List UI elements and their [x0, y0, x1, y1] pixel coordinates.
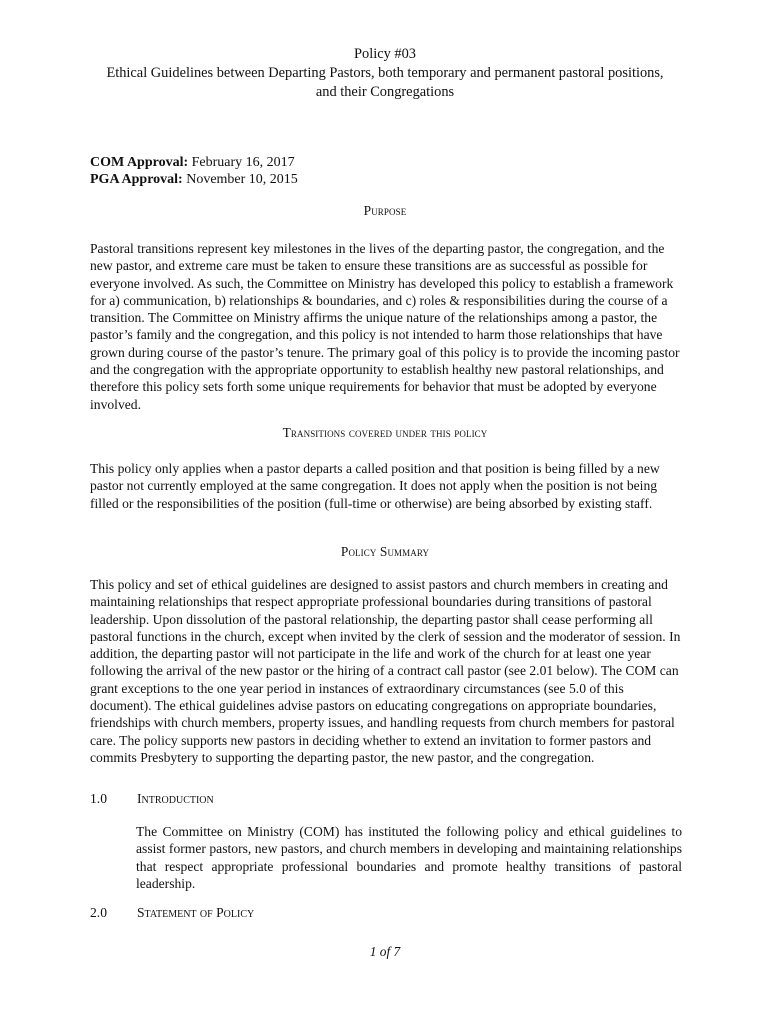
purpose-heading: Purpose [363, 203, 407, 218]
com-approval-row [90, 154, 298, 171]
section-title: Statement of Policy [137, 905, 255, 920]
section-title: Introduction [137, 791, 214, 806]
approval-dates [90, 154, 298, 188]
introduction-paragraph: The Committee on Ministry (COM) has instituted the following policy and ethical guidelines to assist former pastors, new pastors, and church members in developing and maintaining relationships that respect appropriate professional boundaries and promote healthy transitions of pastoral leadership. [136, 824, 682, 891]
section-number: 2.0 [90, 905, 107, 920]
title-line: and their Congregations [315, 84, 455, 100]
section-heading-introduction [90, 790, 690, 808]
transitions-paragraph: This policy only applies when a pastor departs a called position and that position is being filled by a new pastor not currently employed at the same congregation. It does not apply when the position is not being filled or the responsibilities of the position (full-time or otherwise) are being absorbed by existing staff. [90, 461, 660, 511]
pga-approval-date: November 10, 2015 [186, 172, 298, 187]
com-approval-label: COM Approval: [90, 155, 189, 170]
section-number: 1.0 [90, 791, 107, 806]
section-heading-statement-of-policy [90, 904, 690, 922]
purpose-paragraph: Pastoral transitions represent key milestones in the lives of the departing pastor, the congregation, and the new pastor, and extreme care must be taken to ensure these transitions are as successful as possible for everyone involved. As such, the Committee on Ministry has developed this policy to establish a framework for a) communication, b) relationships & boundaries, and c) roles & responsibilities during the course of a transition. The Committee on Ministry affirms the unique nature of the relationships among a pastor, the pastor’s family and the congregation, and this policy is not intended to harm those relationships that have grown during course of the pastor’s tenure. The primary goal of this policy is to provide the incoming pastor and the congregation with the appropriate opportunity to establish healthy new pastoral relationships, and therefore this policy sets forth some unique requirements for behavior that must be adopted by everyone involved. [90, 241, 680, 412]
page-number: 1 of 7 [369, 944, 401, 959]
document-title [60, 45, 710, 102]
summary-heading: Policy Summary [340, 544, 430, 559]
pga-approval-label: PGA Approval: [90, 172, 183, 187]
com-approval-date: February 16, 2017 [191, 155, 295, 170]
pga-approval-row [90, 171, 298, 188]
summary-paragraph: This policy and set of ethical guidelines are designed to assist pastors and church members in creating and maintaining relationships that respect appropriate professional boundaries during transitions of pastoral leadership. Upon dissolution of the pastoral relationship, the departing pastor shall cease performing all pastoral functions in the church, except when invited by the clerk of session and the moderator of session. In addition, the departing pastor will not participate in the life and work of the church for at least one year following the arrival of the new pastor or the hiring of a contract call pastor (see 2.01 below). The COM can grant exceptions to the one year period in instances of extraordinary circumstances (see 5.0 of this document). The ethical guidelines advise pastors on educating congregations on appropriate boundaries, friendships with church members, property issues, and handling requests from church members for pastoral care. The policy supports new pastors in deciding whether to extend an invitation to former pastors and commits Presbytery to supporting the departing pastor, the new pastor, and the congregation. [90, 577, 681, 765]
policy-number: Policy #03 [354, 46, 416, 62]
transitions-heading: Transitions covered under this policy [282, 425, 488, 440]
title-line: Ethical Guidelines between Departing Pastors, both temporary and permanent pastoral positions, [106, 65, 664, 81]
